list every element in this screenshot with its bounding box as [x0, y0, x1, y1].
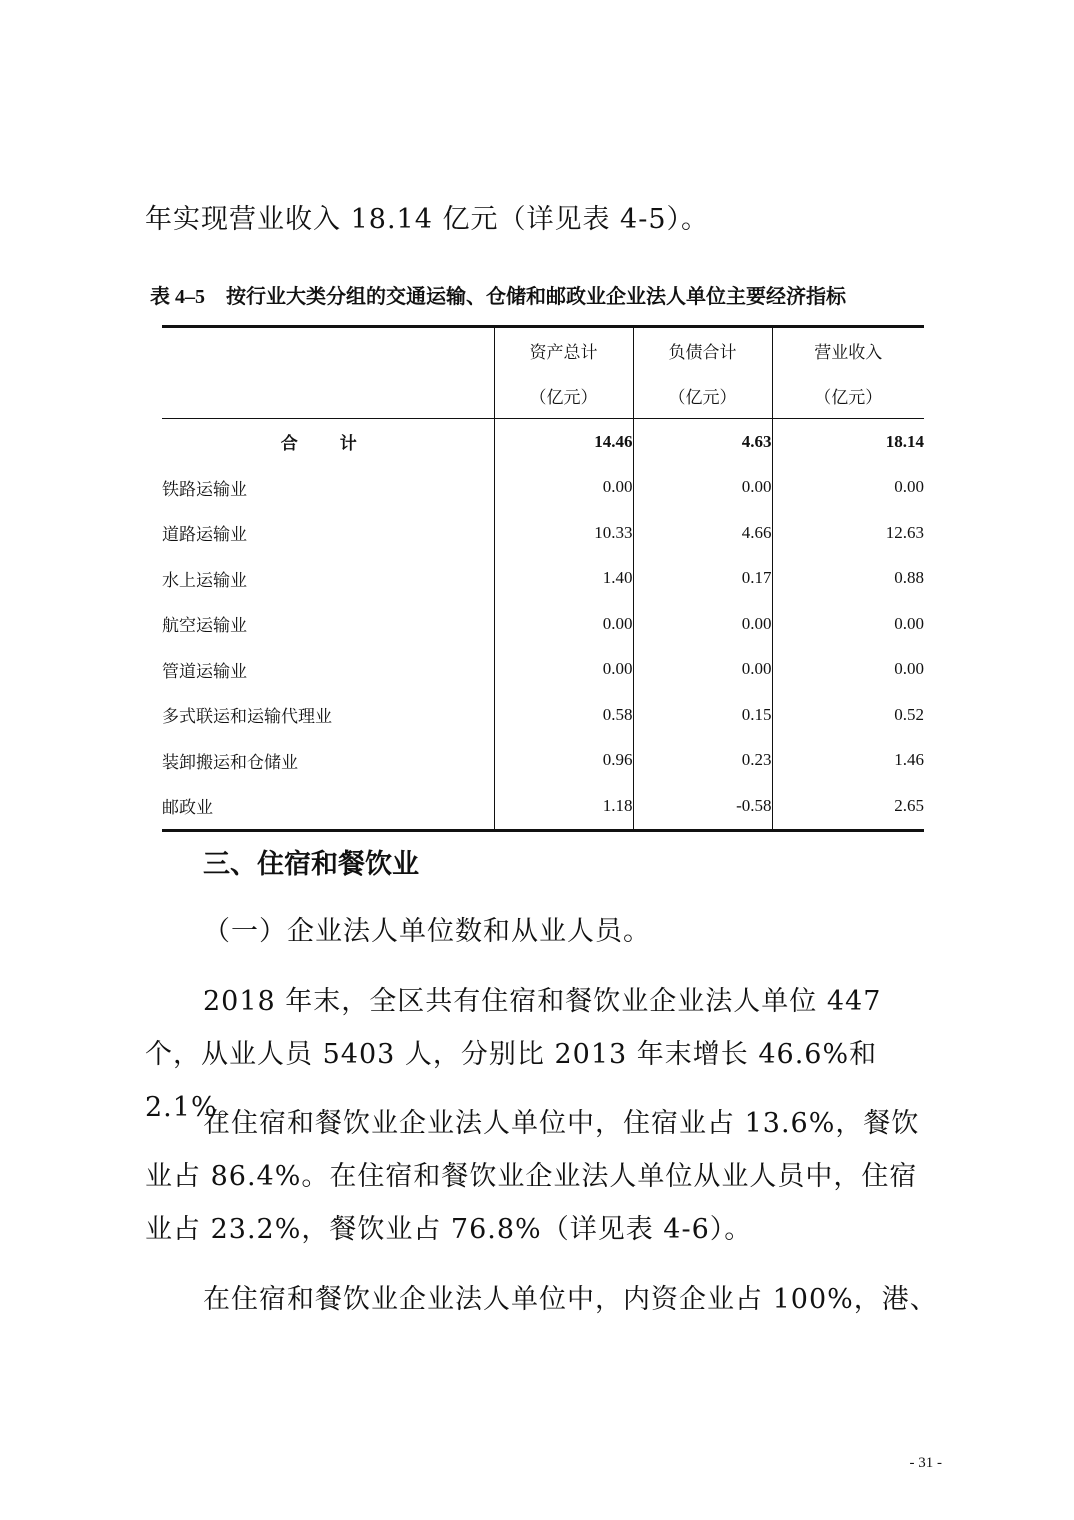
cell-assets: 0.00	[494, 601, 633, 647]
row-label: 装卸搬运和仓储业	[162, 752, 298, 773]
page-number: - 31 -	[909, 1455, 942, 1471]
unit-blank	[162, 373, 494, 419]
cell-assets: 14.46	[494, 419, 633, 465]
cell-liabilities: 0.15	[633, 692, 772, 738]
table-unit-row	[162, 373, 924, 419]
table-number: 表 4–5	[150, 286, 205, 308]
row-label: 铁路运输业	[162, 479, 247, 500]
intro-paragraph: 年实现营业收入 18.14 亿元（详见表 4-5）。	[145, 204, 710, 235]
header-blank	[162, 327, 494, 374]
cell-assets: 0.58	[494, 692, 633, 738]
subsection-title: （一）企业法人单位数和从业人员。	[203, 916, 651, 947]
row-label: 航空运输业	[162, 616, 247, 637]
cell-revenue: 0.00	[772, 601, 924, 647]
table-row	[162, 556, 924, 602]
economic-indicators-table	[162, 325, 924, 832]
column-header-revenue: 营业收入	[772, 327, 924, 374]
cell-assets: 1.40	[494, 556, 633, 602]
column-header-liabilities: 负债合计	[633, 327, 772, 374]
cell-assets: 10.33	[494, 510, 633, 556]
row-label: 道路运输业	[162, 525, 247, 546]
table-title: 按行业大类分组的交通运输、仓储和邮政业企业法人单位主要经济指标	[225, 284, 846, 308]
cell-liabilities: 0.00	[633, 601, 772, 647]
row-label: 合 计	[280, 434, 375, 455]
table-header-row	[162, 327, 924, 374]
section-title: 三、住宿和餐饮业	[203, 849, 419, 880]
column-unit-liabilities: （亿元）	[633, 373, 772, 419]
row-label: 水上运输业	[162, 570, 247, 591]
row-label: 多式联运和运输代理业	[162, 707, 332, 728]
cell-assets: 0.00	[494, 465, 633, 511]
table-row	[162, 738, 924, 784]
table-caption	[150, 280, 950, 309]
cell-revenue: 2.65	[772, 783, 924, 830]
cell-liabilities: 0.00	[633, 465, 772, 511]
cell-revenue: 0.52	[772, 692, 924, 738]
cell-revenue: 12.63	[772, 510, 924, 556]
row-label: 邮政业	[162, 798, 213, 819]
table-row	[162, 465, 924, 511]
column-header-assets: 资产总计	[494, 327, 633, 374]
column-unit-assets: （亿元）	[494, 373, 633, 419]
cell-revenue: 0.00	[772, 647, 924, 693]
cell-assets: 0.96	[494, 738, 633, 784]
table-row	[162, 647, 924, 693]
cell-liabilities: 0.00	[633, 647, 772, 693]
cell-liabilities: 0.23	[633, 738, 772, 784]
cell-liabilities: 4.66	[633, 510, 772, 556]
cell-liabilities: 4.63	[633, 419, 772, 465]
row-label: 管道运输业	[162, 661, 247, 682]
table-row	[162, 692, 924, 738]
cell-revenue: 0.88	[772, 556, 924, 602]
cell-revenue: 0.00	[772, 465, 924, 511]
cell-liabilities: -0.58	[633, 783, 772, 830]
cell-revenue: 18.14	[772, 419, 924, 465]
cell-assets: 1.18	[494, 783, 633, 830]
body-paragraph: 在住宿和餐饮业企业法人单位中，住宿业占 13.6%，餐饮业占 86.4%。在住宿和餐饮业企业法人单位从业人员中，住宿业占 23.2%，餐饮业占 76.8%（详见表 4-6）。	[145, 1108, 920, 1245]
column-unit-revenue: （亿元）	[772, 373, 924, 419]
cell-liabilities: 0.17	[633, 556, 772, 602]
body-paragraph: 2018 年末，全区共有住宿和餐饮业企业法人单位 447 个，从业人员 5403 人，分别比 2013 年末增长 46.6%和 2.1%。	[145, 986, 882, 1123]
table-row	[162, 601, 924, 647]
table-row	[162, 783, 924, 830]
cell-revenue: 1.46	[772, 738, 924, 784]
body-paragraph: 在住宿和餐饮业企业法人单位中，内资企业占 100%，港、	[203, 1284, 938, 1315]
table-row-total	[162, 419, 924, 465]
table-row	[162, 510, 924, 556]
cell-assets: 0.00	[494, 647, 633, 693]
